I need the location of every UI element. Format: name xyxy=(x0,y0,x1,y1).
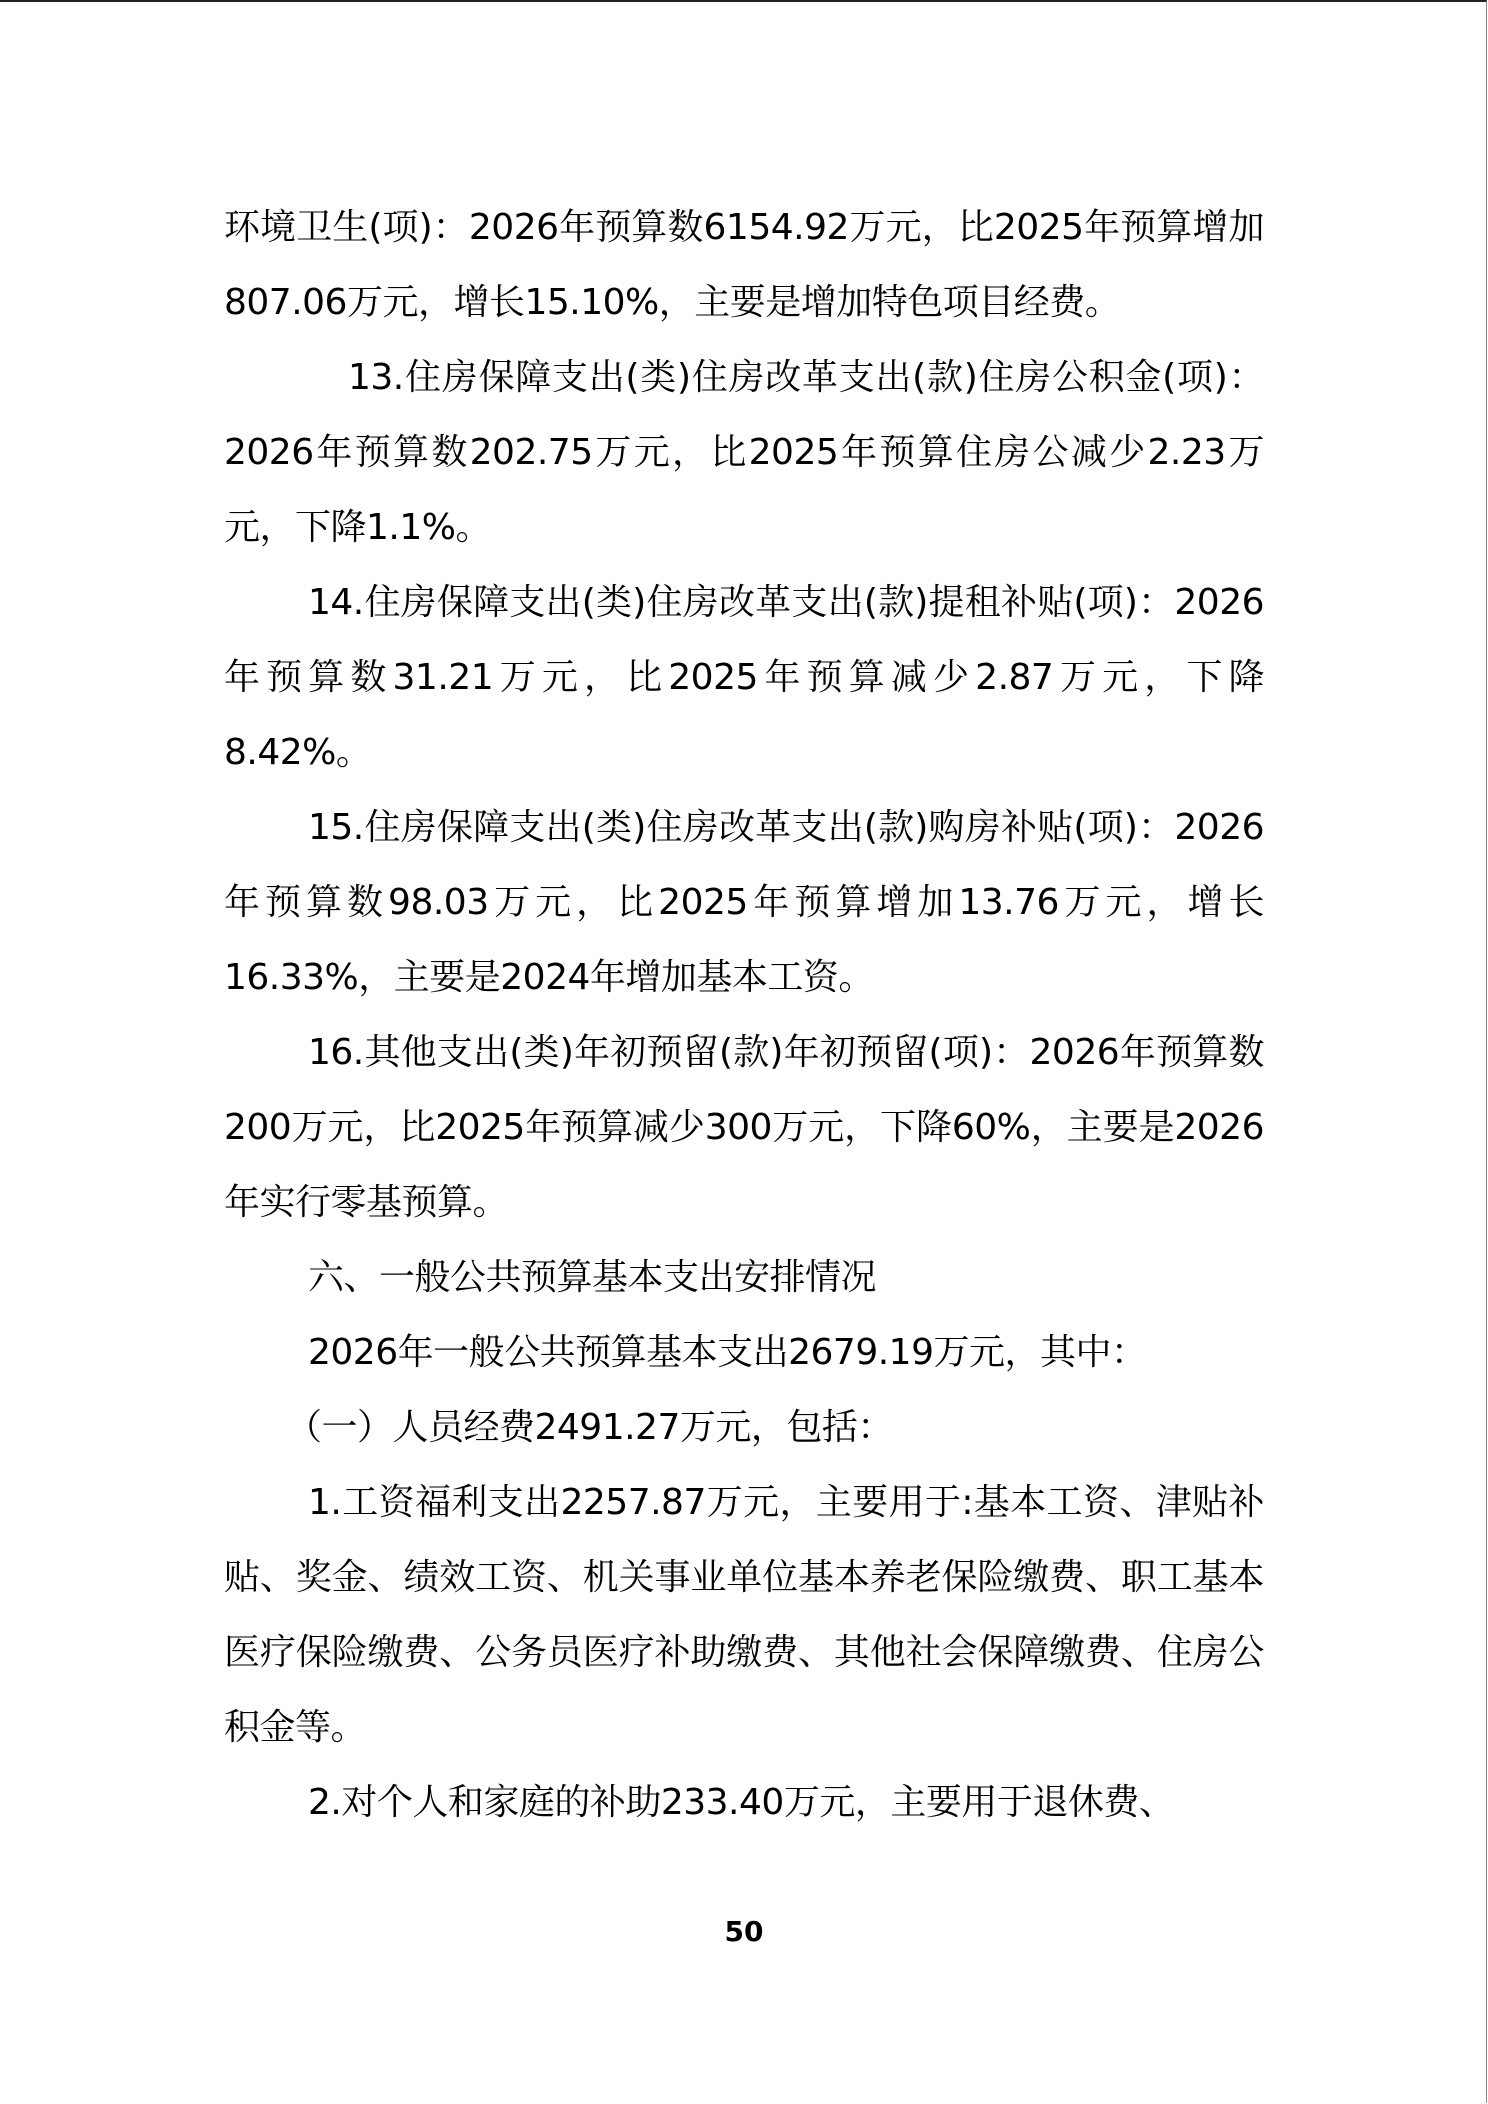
paragraph-basic-expenditure: 2026年一般公共预算基本支出2679.19万元，其中： xyxy=(308,1332,1147,1373)
paragraph-individual-subsidy: 2.对个人和家庭的补助233.40万元，主要用于退休费、 xyxy=(308,1782,1175,1823)
paragraph-salary-welfare: 1.工资福利支出2257.87万元，主要用于:基本工资、津贴补贴、奖金、绩效工资、机关事业单位基本养老保险缴费、职工基本医疗保险缴费、公务员医疗补助缴费、其他社会保障缴费、住房公积金等。 xyxy=(224,1482,1264,1748)
subheading-personnel-costs: （一）人员经费2491.27万元，包括： xyxy=(286,1407,893,1448)
paragraph-item-14: 14.住房保障支出(类)住房改革支出(款)提租补贴(项)：2026年预算数31.21万元，比2025年预算减少2.87万元，下降8.42%。 xyxy=(224,582,1264,773)
paragraph-item-15: 15.住房保障支出(类)住房改革支出(款)购房补贴(项)：2026年预算数98.03万元，比2025年预算增加13.76万元，增长16.33%，主要是2024年增加基本工资。 xyxy=(224,807,1264,998)
section-heading-6: 六、一般公共预算基本支出安排情况 xyxy=(308,1257,877,1298)
page-number: 50 xyxy=(724,1915,764,1948)
paragraph-sanitation: 环境卫生(项)：2026年预算数6154.92万元，比2025年预算增加807.06万元，增长15.10%，主要是增加特色项目经费。 xyxy=(224,207,1264,323)
paragraph-item-13: 13.住房保障支出(类)住房改革支出(款)住房公积金(项)：2026年预算数202.75万元，比2025年预算住房公减少2.23万元，下降1.1%。 xyxy=(224,357,1264,548)
document-body xyxy=(224,190,1264,1840)
paragraph-item-16: 16.其他支出(类)年初预留(款)年初预留(项)：2026年预算数200万元，比2025年预算减少300万元，下降60%，主要是2026年实行零基预算。 xyxy=(224,1032,1264,1223)
